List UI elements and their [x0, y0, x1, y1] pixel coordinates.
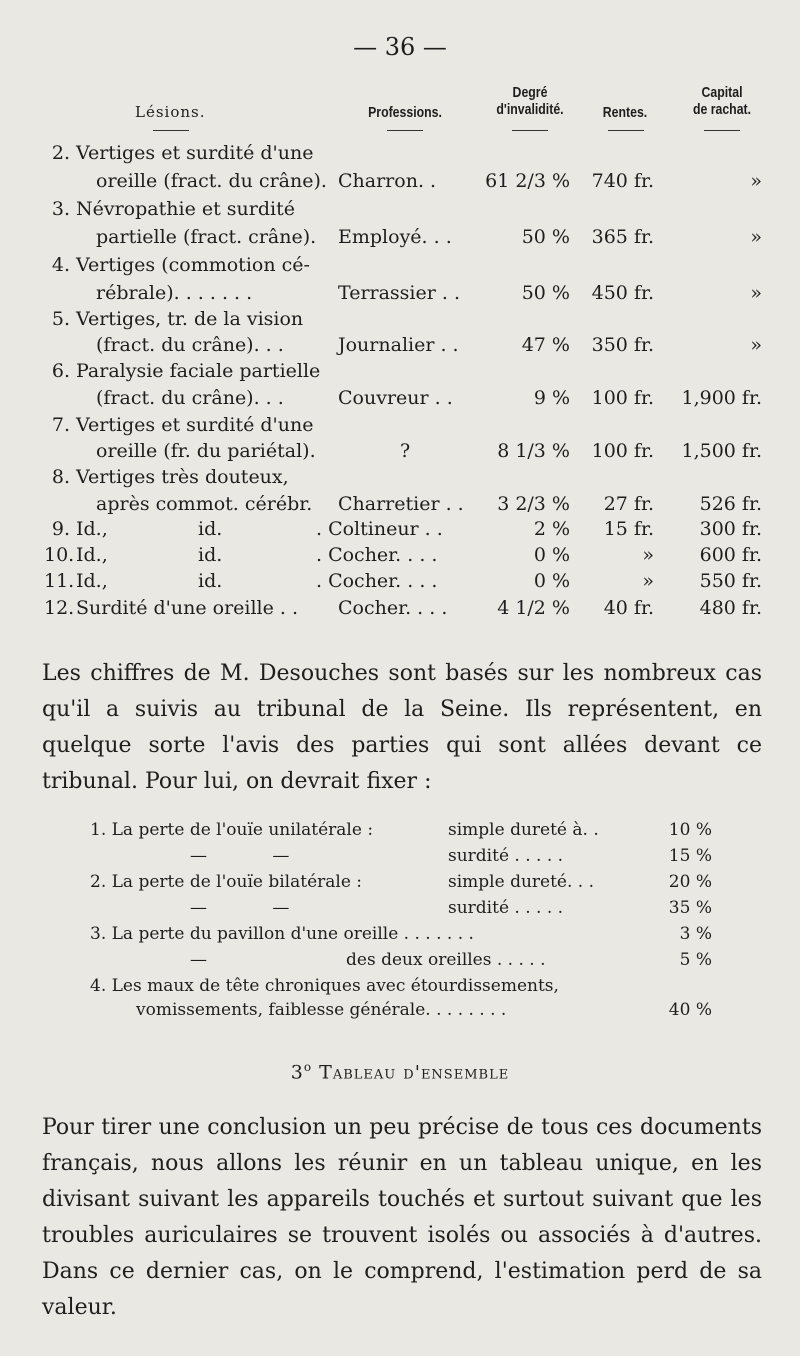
rente: 365 fr. — [591, 226, 654, 248]
rente: 740 fr. — [591, 170, 654, 192]
id-ditto: id. — [198, 518, 223, 540]
row-number: 6. — [51, 360, 70, 382]
profession: ? — [400, 440, 411, 462]
row-number: 2. — [51, 142, 70, 164]
list-item-label: 4. Les maux de tête chroniques avec étourdissements, — [90, 976, 559, 996]
header-capital-line2: de rachat. — [692, 101, 752, 118]
list-item-value: 3 % — [679, 924, 712, 944]
row-number: 11. — [44, 570, 75, 592]
rente: 450 fr. — [591, 282, 654, 304]
table-row — [0, 194, 800, 224]
list-item-label: — — [190, 950, 207, 970]
table-row — [0, 222, 800, 252]
id-ditto: id. — [198, 544, 223, 566]
lesion-line2: partielle (fract. crâne). — [96, 226, 317, 248]
lesion-line2: (fract. du crâne). . . — [96, 387, 284, 409]
list-item-detail: surdité . . . . . — [448, 898, 564, 918]
capital: 1,500 fr. — [681, 440, 762, 462]
lesion-line2: rébrale). . . . . . . — [96, 282, 253, 304]
header-rentes: Rentes. — [602, 104, 648, 121]
table-row — [0, 356, 800, 386]
profession: Journalier . . — [338, 334, 459, 356]
profession: Employé. . . — [338, 226, 452, 248]
capital: 550 fr. — [699, 570, 762, 592]
profession: Terrassier . . — [338, 282, 460, 304]
row-number: 12. — [44, 597, 75, 619]
profession: . Coltineur . . — [316, 518, 443, 540]
degre: 0 % — [533, 570, 570, 592]
profession: Cocher. . . . — [338, 597, 448, 619]
lesion-line1: Vertiges (commotion cé- — [76, 254, 310, 276]
degre: 9 % — [533, 387, 570, 409]
profession: . Cocher. . . . — [316, 570, 438, 592]
lesion-line1: Paralysie faciale partielle — [76, 360, 321, 382]
list-item-label: 3. La perte du pavillon d'une oreille . . . . . . . — [90, 924, 474, 944]
header-rule — [608, 130, 644, 131]
list-item-detail: surdité . . . . . — [448, 846, 564, 866]
header-rule — [512, 130, 548, 131]
section-heading — [0, 1060, 800, 1083]
degre: 50 % — [521, 282, 570, 304]
lesion-line1: Vertiges et surdité d'une — [76, 142, 314, 164]
id-ditto: id. — [198, 570, 223, 592]
rente: 100 fr. — [591, 387, 654, 409]
header-capital-line1: Capital — [701, 84, 743, 101]
row-number: 7. — [51, 414, 70, 436]
degre: 0 % — [533, 544, 570, 566]
heading-number: 3 — [290, 1061, 304, 1084]
lesion-line1: Vertiges, tr. de la vision — [76, 308, 304, 330]
header-capital — [681, 84, 763, 118]
degre: 50 % — [521, 226, 570, 248]
paragraph-desouches: Les chiffres de M. Desouches sont basés sur les nombreux cas qu'il a suivis au tribunal de la Seine. Ils représentent, en quelque sorte l'avis des parties qui sont allées devant ce tribunal. Pour lui, on devrait fixer : — [42, 661, 762, 794]
rente: 40 fr. — [603, 597, 654, 619]
header-rule — [153, 130, 189, 131]
lesion-line1: Surdité d'une oreille . . — [76, 597, 299, 619]
heading-text: Tableau d'ensemble — [319, 1061, 510, 1084]
capital: 1,900 fr. — [681, 387, 762, 409]
rente: 27 fr. — [603, 493, 654, 515]
lesion-line1: Névropathie et surdité — [76, 198, 295, 220]
table-row — [0, 462, 800, 492]
header-professions: Professions. — [368, 104, 442, 121]
profession: . Cocher. . . . — [316, 544, 438, 566]
lesion-line2: après commot. cérébr. — [96, 493, 313, 515]
list-item-value: 35 % — [668, 898, 712, 918]
row-number: 8. — [51, 466, 70, 488]
capital: 480 fr. — [699, 597, 762, 619]
lesion-line2: oreille (fr. du pariétal). — [96, 440, 316, 462]
list-item-label: 2. La perte de l'ouïe bilatérale : — [90, 872, 363, 892]
degre: 47 % — [521, 334, 570, 356]
list-item-label: — — — [190, 846, 290, 866]
row-number: 3. — [51, 198, 70, 220]
list-item-detail: des deux oreilles . . . . . — [346, 950, 546, 970]
profession: Couvreur . . — [338, 387, 453, 409]
list-item-detail: simple dureté. . . — [448, 872, 594, 892]
list-item-value: 10 % — [668, 820, 712, 840]
profession: Charretier . . — [338, 493, 464, 515]
header-degre-line2: d'invalidité. — [496, 101, 564, 118]
lesion-line1: Id., — [76, 544, 108, 566]
lesion-line1: Vertiges très douteux, — [76, 466, 289, 488]
capital: » — [750, 282, 762, 304]
header-lesions: Lésions. — [135, 103, 206, 121]
row-number: 9. — [51, 518, 70, 540]
header-rule — [387, 130, 423, 131]
list-item-value: 20 % — [668, 872, 712, 892]
table-row — [0, 566, 800, 596]
list-item-detail: simple dureté à. . — [448, 820, 599, 840]
lesion-line1: Vertiges et surdité d'une — [76, 414, 314, 436]
lesion-line1: Id., — [76, 518, 108, 540]
table-row — [0, 250, 800, 280]
table-row — [0, 383, 800, 413]
capital: 600 fr. — [699, 544, 762, 566]
rente: » — [642, 544, 654, 566]
table-row — [0, 593, 800, 623]
capital: 526 fr. — [699, 493, 762, 515]
heading-ordinal: o — [303, 1060, 313, 1074]
row-number: 5. — [51, 308, 70, 330]
header-degre-line1: Degré — [512, 84, 548, 101]
rente: 100 fr. — [591, 440, 654, 462]
rente: 350 fr. — [591, 334, 654, 356]
lesion-line1: Id., — [76, 570, 108, 592]
lesion-line2: oreille (fract. du crâne). — [96, 170, 327, 192]
page-number: — 36 — — [353, 33, 447, 61]
list-item-label: vomissements, faiblesse générale. . . . . . . . — [136, 1000, 507, 1020]
lesion-line2: (fract. du crâne). . . — [96, 334, 284, 356]
list-item-label: — — — [190, 898, 290, 918]
degre: 8 1/3 % — [497, 440, 570, 462]
table-row — [0, 166, 800, 196]
list-item-value: 5 % — [679, 950, 712, 970]
table-row — [0, 138, 800, 168]
degre: 61 2/3 % — [485, 170, 570, 192]
rente: » — [642, 570, 654, 592]
header-degre — [489, 84, 571, 118]
degre: 4 1/2 % — [497, 597, 570, 619]
capital: » — [750, 226, 762, 248]
list-item-value: 40 % — [668, 1000, 712, 1020]
list-item-label: 1. La perte de l'ouïe unilatérale : — [90, 820, 374, 840]
paragraph-tableau: Pour tirer une conclusion un peu précise de tous ces documents français, nous allons les réunir en un tableau unique, en les divisant suivant les appareils touchés et surtout suivant que les troubles auriculaires se trouvent isolés ou associés à d'autres. Dans ce dernier cas, on le comprend, l'estimation perd de sa valeur. — [42, 1115, 762, 1320]
row-number: 4. — [51, 254, 70, 276]
profession: Charron. . — [338, 170, 437, 192]
list-item-value: 15 % — [668, 846, 712, 866]
degre: 3 2/3 % — [497, 493, 570, 515]
row-number: 10. — [44, 544, 75, 566]
degre: 2 % — [533, 518, 570, 540]
capital: » — [750, 334, 762, 356]
capital: » — [750, 170, 762, 192]
rente: 15 fr. — [603, 518, 654, 540]
capital: 300 fr. — [699, 518, 762, 540]
header-rule — [704, 130, 740, 131]
